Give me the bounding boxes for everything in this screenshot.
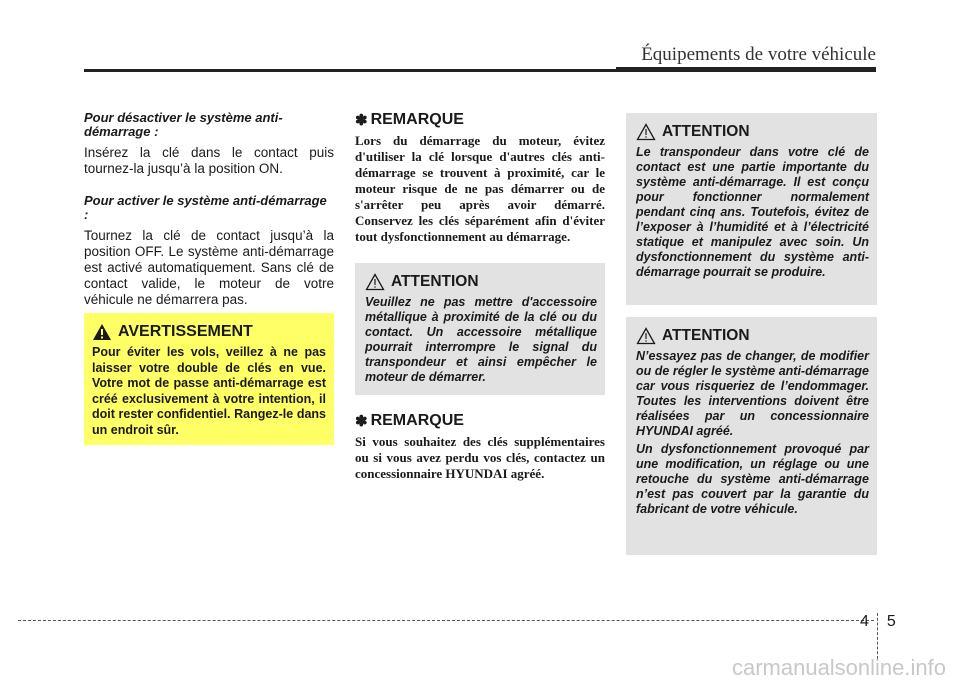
remark-star-icon: ✽ <box>355 413 368 430</box>
warning-triangle-icon <box>92 323 112 341</box>
remark-title-2 <box>355 412 605 430</box>
caution-triangle-icon <box>636 123 656 141</box>
header-rule <box>84 69 876 72</box>
page-header-title: Équipements de votre véhicule <box>641 44 876 65</box>
page-number-value: 5 <box>886 613 896 630</box>
subheading-deactivate: Pour désactiver le système anti-démarrage : <box>84 110 283 139</box>
remark-title-1-label: REMARQUE <box>370 111 464 128</box>
warning-text: Pour éviter les vols, veillez à ne pas laisser votre double de clés en vue. Votre mot de passe anti-démarrage est créé exclusivement à votre intention, il doit rester confidentiel. Rangez-le dans un endroit sûr. <box>92 345 326 437</box>
caution-triangle-icon <box>365 273 385 291</box>
page-number <box>860 599 896 645</box>
warning-box <box>84 313 334 445</box>
attention-title-right-1: ATTENTION <box>662 123 750 140</box>
attention-text-right-2a: N’essayez pas de changer, de modifier ou de régler le système anti-démarrage car vous risqueriez de l’endommager. Toutes les interventions doivent être réalisées par un concessionnaire HYUNDAI agréé. <box>636 349 869 438</box>
attention-header-right-2 <box>636 327 869 345</box>
column-middle <box>355 111 605 482</box>
attention-box-middle <box>355 263 605 395</box>
attention-header-right-1 <box>636 123 869 141</box>
remark-star-icon: ✽ <box>355 112 368 129</box>
remark-title-1 <box>355 111 605 129</box>
warning-title: AVERTISSEMENT <box>118 323 253 340</box>
subheading-activate: Pour activer le système anti-démarrage : <box>84 193 327 222</box>
attention-title-middle: ATTENTION <box>391 273 479 290</box>
page-number-separator <box>877 613 879 659</box>
attention-title-right-2: ATTENTION <box>662 327 750 344</box>
attention-text-middle: Veuillez ne pas mettre d'accessoire métallique à proximité de la clé ou du contact. Un accessoire métallique pourrait interrompre le signal du transpondeur et ainsi empêcher le moteur de démarrer. <box>365 295 597 384</box>
watermark: carmanualsonline.info <box>731 655 946 680</box>
paragraph-activate: Tournez la clé de contact jusqu’à la position OFF. Le système anti-démarrage est activé automatiquement. Sans clé de contact valide, le moteur de votre véhicule ne démarrera pas. <box>84 228 334 307</box>
remark-text-2: Si vous souhaitez des clés supplémentaires ou si vous avez perdu vos clés, contactez un concessionnaire HYUNDAI agréé. <box>355 434 605 481</box>
caution-triangle-icon <box>636 327 656 345</box>
attention-text-right-2b: Un dysfonctionnement provoqué par une modification, un réglage ou une retouche du système anti-démarrage n’est pas couvert par la garantie du fabricant de votre véhicule. <box>636 442 869 516</box>
paragraph-deactivate: Insérez la clé dans le contact puis tournez-la jusqu’à la position ON. <box>84 145 334 176</box>
remark-title-2-label: REMARQUE <box>370 412 464 429</box>
column-left <box>84 111 334 325</box>
chapter-number: 4 <box>860 613 869 630</box>
column-right <box>626 113 877 555</box>
footer-rule <box>18 620 874 621</box>
remark-text-1: Lors du démarrage du moteur, évitez d'utiliser la clé lorsque d'autres clés anti-démarrage se trouvent à proximité, car le moteur risque de ne pas démarrer ou de s'arrêter peu après avoir démarré. Conservez les clés séparément afin d'éviter tout dysfonctionnement au démarrage. <box>355 133 605 244</box>
attention-text-right-1: Le transpondeur dans votre clé de contact est une partie importante du système anti-démarrage. Il est conçu pour fonctionner normalement pendant cinq ans. Toutefois, évitez de l’exposer à l’humidité et à l’électricité statique et manipulez avec soin. Un dysfonctionnement du système anti-démarrage pourrait se produire. <box>636 145 869 279</box>
attention-box-right-2 <box>626 317 877 555</box>
warning-header <box>92 323 326 341</box>
attention-header-middle <box>365 273 597 291</box>
attention-box-right-1 <box>626 113 877 305</box>
